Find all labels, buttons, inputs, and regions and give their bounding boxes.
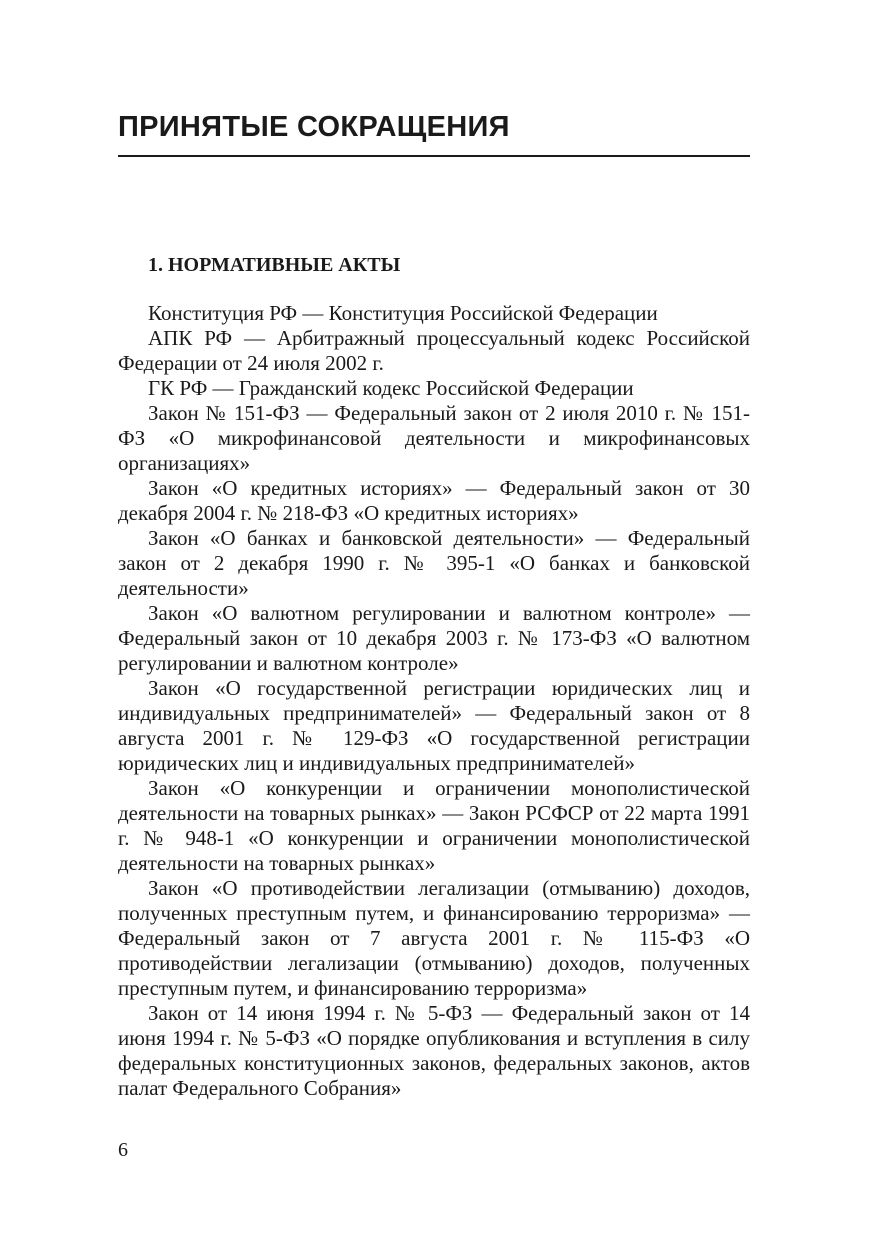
abbreviation-entry: Закон «О валютном регулировании и валютном контроле» — Федеральный закон от 10 декабря 2003 г. № 173-ФЗ «О валютном регулировании и валютном контроле» xyxy=(118,601,750,675)
title-underline xyxy=(118,155,750,157)
abbreviation-list xyxy=(118,301,750,1101)
abbreviation-entry: Конституция РФ — Конституция Российской Федерации xyxy=(148,301,658,325)
abbreviation-entry: Закон «О кредитных историях» — Федеральный закон от 30 декабря 2004 г. № 218-ФЗ «О кредитных историях» xyxy=(118,476,750,525)
abbreviation-entry: Закон «О противодействии легализации (отмыванию) доходов, полученных преступным путем, и финансированию терроризма» — Федеральный закон от 7 августа 2001 г. № 115-ФЗ «О противодействии легализации (отмыванию) доходов, полученных преступным путем, и финансированию терроризма» xyxy=(118,876,750,1000)
abbreviation-entry: АПК РФ — Арбитражный процессуальный кодекс Российской Федерации от 24 июля 2002 г. xyxy=(118,326,750,375)
page-number: 6 xyxy=(118,1139,128,1161)
abbreviation-entry: Закон № 151-ФЗ — Федеральный закон от 2 июля 2010 г. № 151-ФЗ «О микрофинансовой деятельности и микрофинансовых организациях» xyxy=(118,401,750,475)
abbreviation-entry: Закон «О банках и банковской деятельности» — Федеральный закон от 2 декабря 1990 г. № 395-1 «О банках и банковской деятельности» xyxy=(118,526,750,600)
section-heading: 1. НОРМАТИВНЫЕ АКТЫ xyxy=(148,254,401,276)
abbreviation-entry: ГК РФ — Гражданский кодекс Российской Федерации xyxy=(148,376,634,400)
abbreviation-entry: Закон от 14 июня 1994 г. № 5-ФЗ — Федеральный закон от 14 июня 1994 г. № 5-ФЗ «О порядке опубликования и вступления в силу федеральных конституционных законов, федеральных законов, актов палат Федерального Собрания» xyxy=(118,1001,750,1100)
abbreviation-entry: Закон «О конкуренции и ограничении монополистической деятельности на товарных рынках» — Закон РСФСР от 22 марта 1991 г. № 948-1 «О конкуренции и ограничении монополистической деятельности на товарных рынках» xyxy=(118,776,750,875)
abbreviation-entry: Закон «О государственной регистрации юридических лиц и индивидуальных предпринимателей» — Федеральный закон от 8 августа 2001 г. № 129-ФЗ «О государственной регистрации юридических лиц и индивидуальных предпринимателей» xyxy=(118,676,750,775)
page-title: ПРИНЯТЫЕ СОКРАЩЕНИЯ xyxy=(118,111,510,143)
